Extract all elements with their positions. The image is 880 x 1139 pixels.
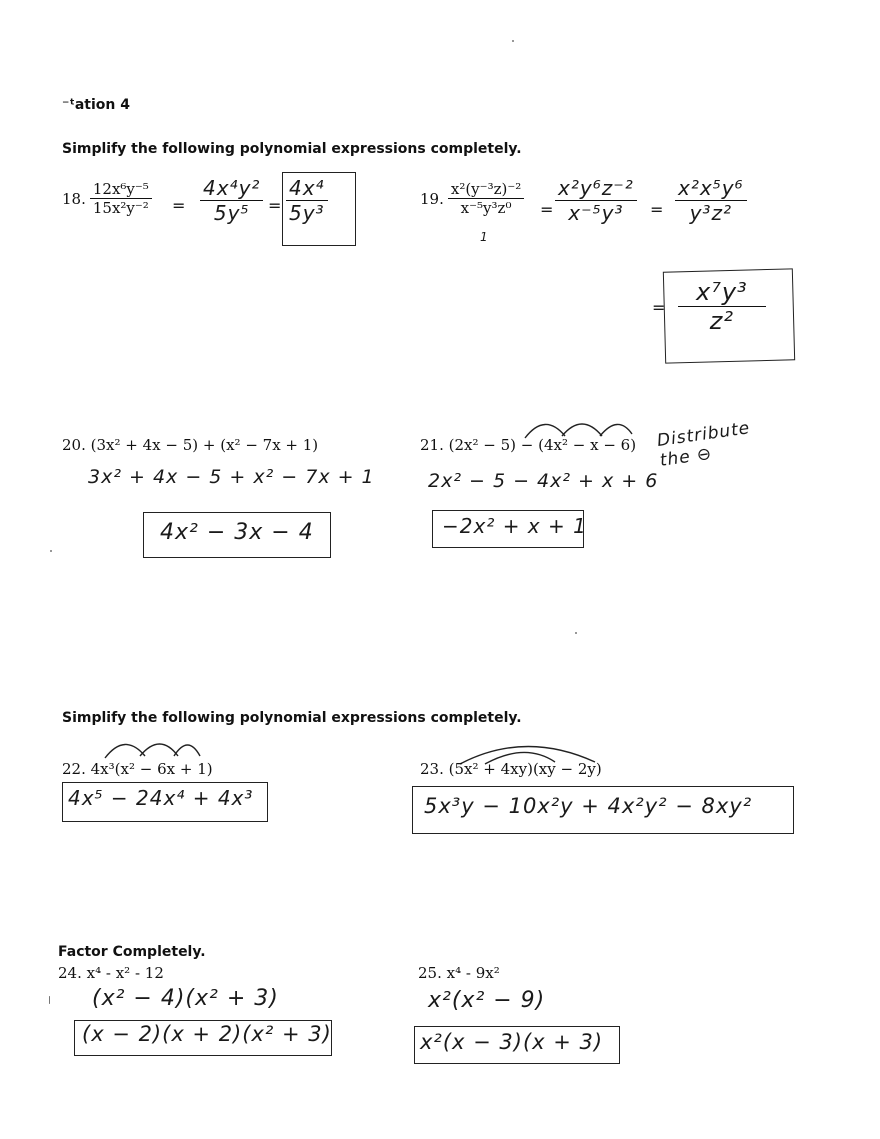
problem-19-step2 [675, 176, 747, 225]
distribution-arcs [100, 730, 210, 760]
scan-speck [49, 996, 50, 1004]
section2-instruction: Simplify the following polynomial expressions completely. [62, 710, 522, 726]
problem-19-step2-numerator: x²x⁵y⁶ [675, 176, 747, 201]
problem-19-answer [678, 278, 766, 335]
scan-speck [512, 40, 514, 42]
equals-sign: = [652, 298, 667, 317]
problem-25 [418, 964, 500, 982]
problem-19-den-note: 1 [480, 230, 489, 244]
distribution-arcs [520, 410, 640, 440]
scan-speck [575, 632, 577, 634]
problem-18-answer-numerator: 4x⁴ [286, 176, 328, 201]
equals-sign: = [268, 196, 283, 215]
problem-20-answer: 4x² − 3x − 4 [160, 520, 314, 545]
problem-20-label: 20. [62, 436, 86, 454]
problem-18-denominator: 15x²y⁻² [92, 199, 149, 217]
problem-19-label: 19. [420, 189, 444, 208]
problem-18-step1-denominator: 5y⁵ [213, 201, 250, 225]
problem-22-expression: 4x³(x² − 6x + 1) [90, 760, 213, 778]
problem-18-answer-denominator: 5y³ [289, 201, 325, 225]
problem-21-expression: (2x² − 5) − (4x² − x − 6) [448, 436, 637, 454]
problem-20-expression: (3x² + 4x − 5) + (x² − 7x + 1) [90, 436, 319, 454]
problem-18-step1-numerator: 4x⁴y² [200, 176, 263, 201]
problem-19 [420, 180, 524, 217]
equals-sign: = [172, 196, 187, 215]
problem-23 [420, 760, 602, 778]
problem-25-expression: x⁴ - 9x² [446, 964, 500, 982]
problem-18 [62, 180, 152, 217]
problem-19-answer-denominator: z² [709, 307, 734, 335]
page-title: ⁻ᵗation 4 [62, 97, 130, 113]
problem-21-note: Distribute the ⊖ [655, 418, 752, 471]
scan-speck [50, 550, 52, 552]
problem-21-label: 21. [420, 436, 444, 454]
problem-21-work: 2x² − 5 − 4x² + x + 6 [428, 470, 659, 492]
problem-22-answer: 4x⁵ − 24x⁴ + 4x³ [68, 786, 254, 810]
problem-25-answer: x²(x − 3)(x + 3) [420, 1030, 604, 1054]
problem-23-label: 23. [420, 760, 444, 778]
problem-18-step1 [200, 176, 263, 225]
problem-23-expression: (5x² + 4xy)(xy − 2y) [448, 760, 602, 778]
problem-22 [62, 760, 213, 778]
problem-25-label: 25. [418, 964, 442, 982]
problem-18-label: 18. [62, 189, 86, 208]
problem-25-work: x²(x² − 9) [428, 988, 546, 1013]
problem-22-label: 22. [62, 760, 86, 778]
problem-18-answer [286, 176, 328, 225]
problem-24 [58, 964, 164, 982]
problem-24-expression: x⁴ - x² - 12 [86, 964, 164, 982]
problem-18-numerator: 12x⁶y⁻⁵ [90, 180, 152, 199]
equals-sign: = [650, 200, 665, 219]
problem-24-answer: (x − 2)(x + 2)(x² + 3) [82, 1022, 332, 1046]
problem-21-answer: −2x² + x + 1 [442, 514, 587, 538]
problem-19-denominator: x⁻⁵y³z⁰ [460, 199, 512, 217]
problem-19-step1 [555, 176, 637, 225]
problem-24-work: (x² − 4)(x² + 3) [92, 986, 279, 1011]
section3-instruction: Factor Completely. [58, 944, 206, 960]
section1-instruction: Simplify the following polynomial expressions completely. [62, 141, 522, 157]
problem-19-numerator: x²(y⁻³z)⁻² [448, 180, 524, 199]
problem-19-answer-numerator: x⁷y³ [678, 278, 766, 307]
problem-19-step1-numerator: x²y⁶z⁻² [555, 176, 637, 201]
problem-20-work: 3x² + 4x − 5 + x² − 7x + 1 [88, 466, 375, 488]
problem-20 [62, 436, 318, 454]
problem-19-step2-denominator: y³z² [689, 201, 732, 225]
problem-19-step1-denominator: x⁻⁵y³ [568, 201, 624, 225]
problem-23-answer: 5x³y − 10x²y + 4x²y² − 8xy² [424, 794, 753, 818]
equals-sign: = [540, 200, 555, 219]
problem-24-label: 24. [58, 964, 82, 982]
